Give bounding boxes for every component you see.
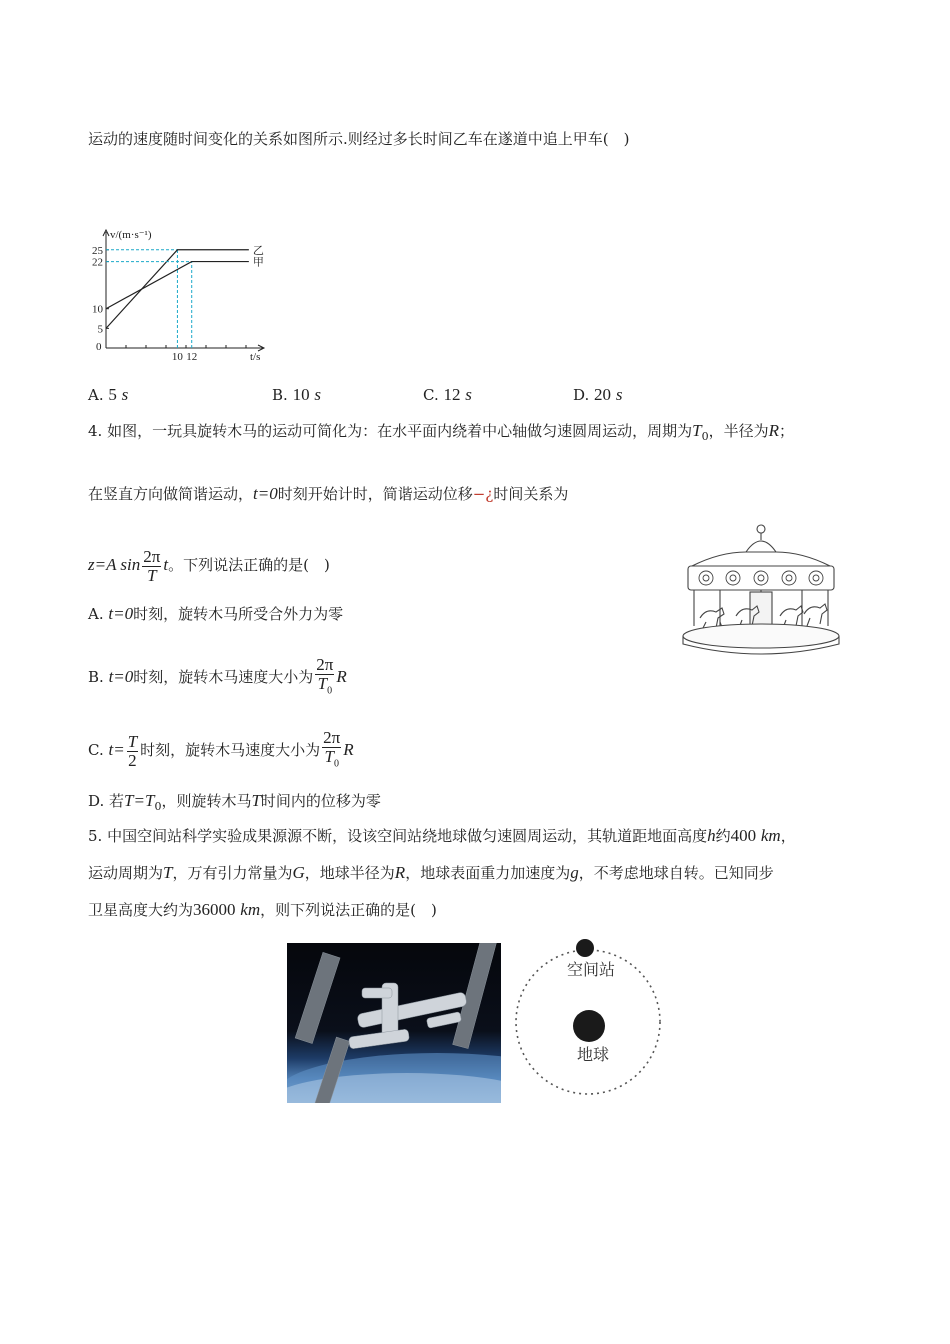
q3-option-c[interactable]: C. 12 s [423,385,472,404]
orbit-diagram [505,935,670,1105]
q3-option-b[interactable]: B. 10 s [272,385,321,404]
series-label-0: 乙 [252,243,264,257]
y-axis-label: v/(m·s⁻¹) [110,229,152,241]
y-tick-label: 25 [92,244,103,257]
q3-stem: 运动的速度随时间变化的关系如图所示.则经过多长时间乙车在遂道中追上甲车( ) [88,130,630,148]
x-tick-label: 12 [186,351,198,363]
station-label: 空间站 [566,960,616,979]
q4-option-b[interactable]: B. t=0时刻，旋转木马速度大小为 $\frac{2\pi}{T_0}$ R [88,654,347,697]
q4-stem-line1: 4. 如图，一玩具旋转木马的运动可简化为：在水平面内绕着中心轴做匀速圆周运动，周期为$T_0$，半径为R； [88,421,794,443]
y-tick-label: 5 [97,323,103,336]
velocity-time-chart [82,222,282,370]
x-axis-label: t/s [250,351,261,363]
space-station-dot [576,939,594,957]
x-tick-label: 10 [171,351,183,363]
series-label-1: 甲 [252,255,264,269]
q4-option-a[interactable]: A. t=0时刻，旋转木马所受合外力为零 [88,604,344,623]
carousel-illustration [680,522,842,660]
q5-stem-line1: 5. 中国空间站科学实验成果源源不断，设该空间站绕地球做匀速圆周运动，其轨道距地面高度h约400 km， [88,826,796,845]
q4-option-d[interactable]: D. 若$T=T_0$，则旋转木马T时间内的位移为零 [88,791,381,813]
q4-option-c[interactable]: C. t= $\frac{T}{2}$ 时刻，旋转木马速度大小为 $\frac{2\pi}{T_0}$ R [88,727,354,770]
y-tick-label: 22 [92,256,103,269]
origin-label: 0 [96,341,102,353]
earth-label: 地球 [576,1045,610,1064]
space-station-photo [287,943,501,1103]
q4-stem-line2: 在竖直方向做简谐运动，t=0时刻开始计时，简谐运动位移−¿时间关系为 [88,484,569,503]
y-tick-label: 10 [92,303,103,316]
q3-option-a[interactable]: A. 5 s [88,385,129,404]
formula-fraction: $\frac{2\pi}{T}$ [143,546,161,585]
q4-formula-line: z=A sin $\frac{2\pi}{T}$ t。下列说法正确的是( ) [88,546,330,585]
q3-option-d[interactable]: D. 20 s [573,385,623,404]
earth-dot [573,1010,605,1042]
q5-stem-line3: 卫星高度大约为36000 km，则下列说法正确的是( ) [88,900,437,919]
q5-stem-line2: 运动周期为T，万有引力常量为G，地球半径为R，地球表面重力加速度为g，不考虑地球自转。已知同步 [88,863,774,882]
